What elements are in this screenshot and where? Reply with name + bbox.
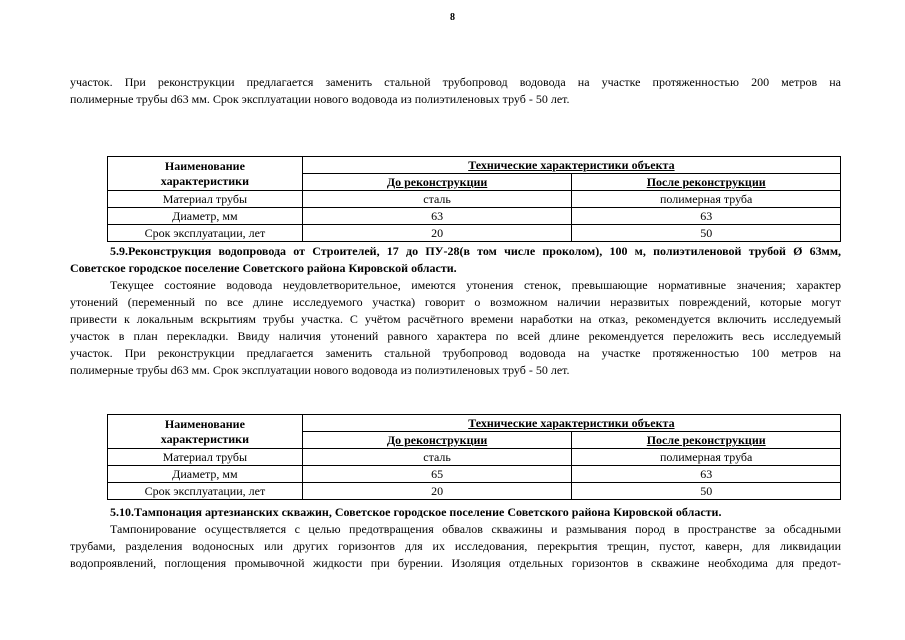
cell-after: полимерная труба (572, 449, 841, 466)
cell-after: полимерная труба (572, 191, 841, 208)
cell-before: 20 (302, 225, 572, 242)
heading-line: Советское городское поселение Советского района Кировской области. (70, 261, 457, 275)
text-line: Тампонирование осуществляется с целью предотвращения обвалов скважины и размывания пород в пространстве за обсадными (110, 522, 841, 536)
cell-name: Материал трубы (108, 449, 303, 466)
header-group: Технические характеристики объекта (302, 157, 840, 174)
heading-line: 5.9.Реконструкция водопровода от Строителей, 17 до ПУ-28(в том числе проколом), 100 м, полиэтиленовой трубой Ø 63мм, (110, 244, 841, 258)
text-line: Текущее состояние водовода неудовлетворительное, имеются утонения стенок, превышающие нормативные значения; характер (110, 278, 841, 292)
cell-name: Диаметр, мм (108, 208, 303, 225)
section-5-10-title (70, 504, 841, 521)
text-line: участок в план перекладки. Ввиду наличия утонений равного характера по всей длине рекомендуется переложить весь исследуемый (70, 329, 841, 343)
header-after: После реконструкции (572, 432, 841, 449)
table-row (108, 466, 841, 483)
header-name: Наименование характеристики (108, 415, 303, 449)
cell-after: 50 (572, 483, 841, 500)
text-line: трубами, разделения водоносных или других горизонтов для их исследования, перекрытия трещин, пустот, каверн, для ликвидации (70, 539, 841, 553)
header-after: После реконструкции (572, 174, 841, 191)
cell-after: 63 (572, 208, 841, 225)
page-number: 8 (450, 12, 455, 23)
cell-name: Срок эксплуатации, лет (108, 483, 303, 500)
header-before: До реконструкции (302, 174, 572, 191)
cell-name: Диаметр, мм (108, 466, 303, 483)
section-5-9-title (70, 243, 841, 277)
text-line: привести к локальным вскрытиям трубы участка. С учётом расчётного времени наработки на отказ, рекомендуется включить исследуемый (70, 312, 841, 326)
text-line: полимерные трубы d63 мм. Срок эксплуатации нового водовода из полиэтиленовых труб - 50 лет. (70, 92, 570, 106)
characteristics-table-2 (107, 414, 841, 500)
cell-before: 63 (302, 208, 572, 225)
cell-after: 63 (572, 466, 841, 483)
header-before: До реконструкции (302, 432, 572, 449)
heading-line: 5.10.Тампонация артезианских скважин, Советское городское поселение Советского района Кировской области. (110, 505, 722, 519)
header-name: Наименование характеристики (108, 157, 303, 191)
section-5-10-body (70, 521, 841, 572)
text-line: водопроявлений, поглощения промывочной жидкости при бурении. Изоляция отдельных горизонтов в скважине необходима для предот- (70, 556, 841, 570)
text-line: утонений (переменный по все длине исследуемого участка) говорит о возможном наличии неразвитых повреждений, которые могут (70, 295, 841, 309)
cell-before: сталь (302, 449, 572, 466)
cell-name: Материал трубы (108, 191, 303, 208)
cell-after: 50 (572, 225, 841, 242)
cell-before: 20 (302, 483, 572, 500)
cell-name: Срок эксплуатации, лет (108, 225, 303, 242)
characteristics-table-1 (107, 156, 841, 242)
table-row (108, 449, 841, 466)
table-row (108, 225, 841, 242)
cell-before: сталь (302, 191, 572, 208)
cell-before: 65 (302, 466, 572, 483)
table-row (108, 191, 841, 208)
header-group: Технические характеристики объекта (302, 415, 840, 432)
text-line: полимерные трубы d63 мм. Срок эксплуатации нового водовода из полиэтиленовых труб - 50 лет. (70, 363, 570, 377)
intro-paragraph (70, 74, 841, 108)
table-row (108, 208, 841, 225)
table-row (108, 483, 841, 500)
text-line: участок. При реконструкции предлагается заменить стальной трубопровод водовода на участке протяженностью 200 метров на (70, 75, 841, 89)
section-5-9-body (70, 277, 841, 379)
text-line: участок. При реконструкции предлагается заменить стальной трубопровод водовода на участке протяженностью 100 метров на (70, 346, 841, 360)
